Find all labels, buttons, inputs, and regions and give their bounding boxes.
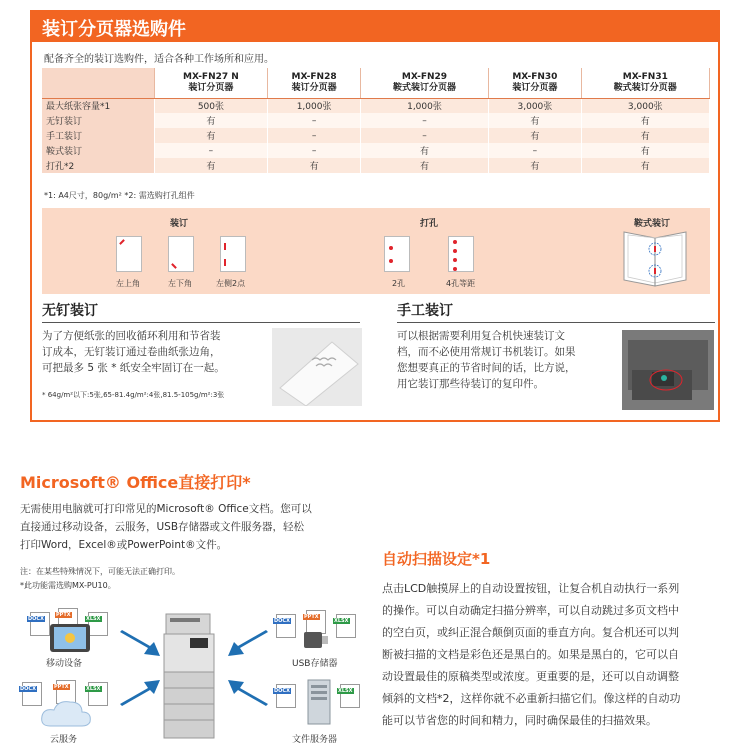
scan-line: 的操作。可以自动确定扫描分辨率，可以自动跳过多页文档中 [382, 604, 679, 617]
column-model: MX-FN31 [622, 71, 668, 82]
caption-left-two: 左侧2点 [216, 279, 246, 288]
table-cell: – [360, 113, 488, 128]
caption-four-holes: 4孔等距 [446, 279, 476, 288]
punch-label: 打孔 [420, 219, 439, 229]
column-type: 装订分页器 [188, 82, 234, 93]
finisher-title: 装订分页器选购件 [42, 19, 186, 40]
column-header [581, 68, 709, 98]
column-type: 装订分页器 [291, 82, 337, 93]
saddle-label: 鞍式装订 [634, 219, 671, 229]
finishing-diagram [42, 208, 710, 294]
table-cell: 有 [489, 128, 581, 143]
manual-stapler-photo [622, 330, 714, 410]
stapleless-rule [42, 322, 360, 323]
table-cell: 3,000张 [581, 98, 709, 113]
docx-file-icon [276, 684, 296, 708]
multifunction-printer-icon [160, 612, 222, 742]
stapleless-line: 可把最多 5 张 * 纸安全牢固订在一起。 [42, 362, 225, 374]
table-row [42, 143, 710, 158]
stapleless-line: 订成本，无钉装订通过卷曲纸张边角， [42, 346, 221, 358]
arrow-left-icon [226, 676, 270, 706]
table-cell: 500张 [154, 98, 268, 113]
table-cell: 有 [154, 158, 268, 173]
column-header [360, 68, 488, 98]
caption-two-holes: 2孔 [392, 279, 406, 288]
office-note: 注：在某些特殊情况下，可能无法正确打印。 [20, 567, 180, 576]
column-header [489, 68, 581, 98]
mobile-device-icon [46, 622, 96, 654]
table-cell: 有 [360, 143, 488, 158]
punch-hole [389, 259, 393, 263]
table-cell: 有 [581, 113, 709, 128]
manual-text [397, 328, 576, 392]
table-header-row [42, 68, 710, 98]
file-tag: XLSX [86, 686, 101, 692]
file-tag: PPTX [56, 612, 71, 618]
xlsx-file-icon [340, 684, 360, 708]
mobile-device-label: 移动设备 [46, 659, 83, 669]
punch-hole [453, 258, 457, 262]
punch-hole [453, 267, 457, 271]
row-label: 无钉装订 [42, 113, 154, 128]
staple-mark [224, 243, 226, 250]
manual-line: 档，而不必使用常规订书机装订。如果 [397, 346, 576, 358]
staple-mark [224, 259, 226, 266]
table-cell: 有 [360, 158, 488, 173]
table-cell: – [268, 113, 360, 128]
file-tag: PPTX [304, 614, 319, 620]
staple-mark [171, 263, 177, 269]
table-cell: 有 [581, 128, 709, 143]
scan-line: 点击LCD触摸屏上的自动设置按钮，让复合机自动执行一系列 [382, 582, 680, 595]
column-type: 装订分页器 [512, 82, 558, 93]
scan-line: 的空白页，或纠正混合颠倒页面的垂直方向。复合机还可以判 [382, 626, 679, 639]
table-cell: – [268, 143, 360, 158]
table-cell: – [360, 128, 488, 143]
scan-text [382, 578, 744, 732]
office-line: 打印Word，Excel®或PowerPoint®文件。 [20, 539, 228, 551]
table-cell: – [154, 143, 268, 158]
staple-label: 装订 [170, 219, 189, 229]
manual-rule [397, 322, 715, 323]
file-tag: XLSX [338, 688, 353, 694]
office-text [20, 500, 370, 554]
column-model: MX-FN28 [291, 71, 337, 82]
table-cell: 有 [154, 128, 268, 143]
column-model: MX-FN29 [401, 71, 448, 82]
column-type: 鞍式装订分页器 [613, 82, 677, 93]
office-title: Microsoft® Office直接打印* [20, 473, 251, 492]
manual-title: 手工装订 [397, 303, 453, 319]
file-tag: PPTX [54, 684, 69, 690]
file-tag: XLSX [334, 618, 349, 624]
column-model: MX-FN30 [512, 71, 558, 82]
file-server-icon [304, 678, 334, 726]
row-label: 鞍式装订 [42, 143, 154, 158]
manual-line: 可以根据需要利用复合机快速装订文 [397, 330, 565, 342]
file-tag: DOCX [274, 618, 290, 624]
row-label: 手工装订 [42, 128, 154, 143]
arrow-right-icon [118, 630, 162, 660]
row-label: 最大纸张容量*1 [42, 98, 154, 113]
table-row [42, 158, 710, 173]
page-four-holes [448, 236, 474, 272]
page-two-holes [384, 236, 410, 272]
file-tag: DOCX [274, 688, 290, 694]
finisher-spec-table [42, 68, 710, 173]
column-model: MX-FN27 N [183, 71, 239, 82]
table-cell: 有 [489, 158, 581, 173]
table-cell: – [489, 143, 581, 158]
office-note: *此功能需选购MX-PU10。 [20, 581, 116, 590]
arrow-right-icon [118, 676, 162, 706]
table-cell: 3,000张 [489, 98, 581, 113]
stapleless-line: 为了方便纸张的回收循环利用和节省装 [42, 330, 221, 342]
table-cell: 1,000张 [360, 98, 488, 113]
table-footnote: *1: A4尺寸，80g/m² *2: 需选购打孔组件 [44, 191, 195, 200]
table-cell: 有 [268, 158, 360, 173]
page-left-two-staples [220, 236, 246, 272]
cloud-icon [38, 696, 94, 730]
page-bottom-left-staple [168, 236, 194, 272]
manual-line: 您想要真正的节省时间的话，比方说， [397, 362, 576, 374]
punch-hole [453, 249, 457, 253]
manual-line: 用它装订那些待装订的复印件。 [397, 378, 544, 390]
staple-mark [119, 239, 125, 245]
finisher-intro: 配备齐全的装订选购件，适合各种工作场所和应用。 [44, 54, 274, 65]
stapleless-title: 无钉装订 [42, 303, 98, 319]
table-corner [42, 68, 154, 98]
file-tag: DOCX [20, 686, 36, 692]
file-server-label: 文件服务器 [292, 735, 338, 745]
table-row [42, 128, 710, 143]
office-line: 无需使用电脑就可打印常见的Microsoft® Office文档。您可以 [20, 503, 312, 515]
page-top-left-staple [116, 236, 142, 272]
arrow-left-icon [226, 630, 270, 660]
table-row [42, 98, 710, 113]
file-tag: XLSX [86, 616, 101, 622]
scan-title: 自动扫描设定*1 [382, 550, 491, 568]
saddle-booklet-icon [620, 230, 690, 288]
caption-top-left: 左上角 [116, 279, 140, 288]
scan-line: 能可以节省您的时间和精力，同时确保最佳的扫描效果。 [382, 714, 657, 727]
stapleless-text [42, 328, 225, 376]
usb-storage-label: USB存储器 [292, 659, 338, 669]
office-line: 直接通过移动设备，云服务，USB存储器或文件服务器，轻松 [20, 521, 305, 533]
column-type: 鞍式装订分页器 [392, 82, 456, 93]
xlsx-file-icon [336, 614, 356, 638]
row-label: 打孔*2 [42, 158, 154, 173]
scan-line: 倾斜的文档*2，这样你就不必重新扫描它们。像这样的自动功 [382, 692, 681, 705]
stapleless-paper-photo [272, 328, 362, 406]
cloud-label: 云服务 [50, 735, 78, 745]
scan-line: 断被扫描的文档是彩色还是黑白的。如果是黑白的，它可以自 [382, 648, 679, 661]
table-cell: 有 [489, 113, 581, 128]
table-cell: 有 [154, 113, 268, 128]
scan-line: 动设置最佳的原稿类型或浓度。更重要的是，还可以自动调整 [382, 670, 679, 683]
punch-hole [389, 246, 393, 250]
column-header [154, 68, 268, 98]
table-cell: 有 [581, 158, 709, 173]
docx-file-icon [276, 614, 296, 638]
file-tag: DOCX [28, 616, 44, 622]
table-cell: 1,000张 [268, 98, 360, 113]
finisher-banner [32, 12, 718, 42]
column-header [268, 68, 360, 98]
punch-hole [453, 240, 457, 244]
table-row [42, 113, 710, 128]
stapleless-note: * 64g/m²以下:5张,65-81.4g/m²:4张,81.5-105g/m²:3张 [42, 391, 225, 399]
table-cell: – [268, 128, 360, 143]
table-cell: 有 [581, 143, 709, 158]
finisher-panel [30, 10, 720, 422]
caption-bottom-left: 左下角 [168, 279, 192, 288]
usb-drive-icon [300, 626, 330, 654]
